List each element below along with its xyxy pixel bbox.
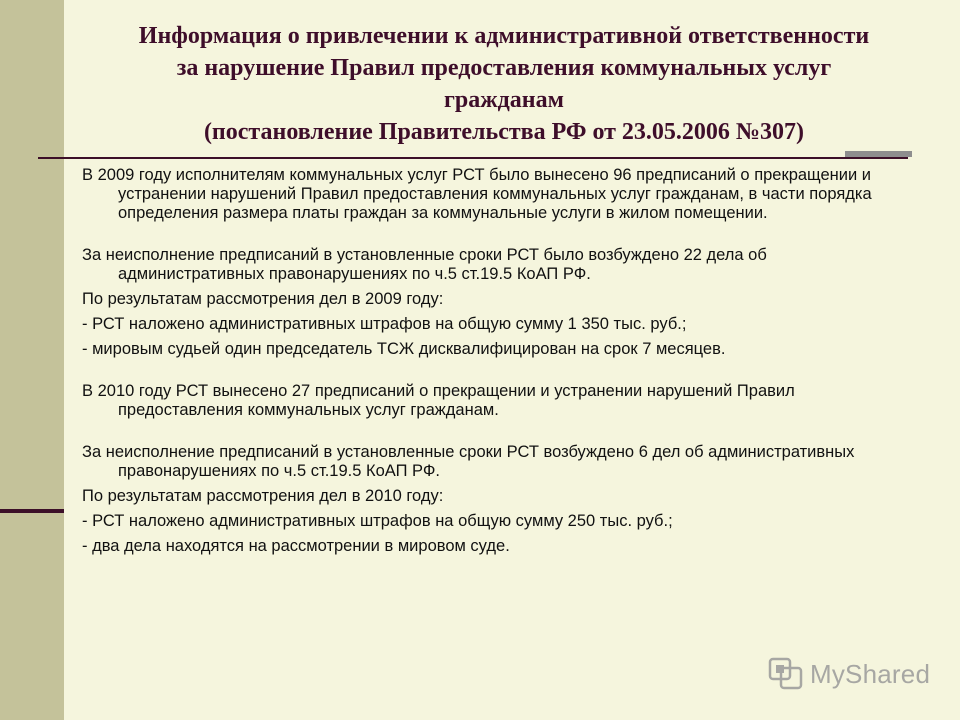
paragraph-2009-cases: За неисполнение предписаний в установленные сроки РСТ было возбуждено 22 дела об административных правонарушениях по ч.5 ст.19.5 КоАП РФ. — [82, 246, 767, 283]
page-title — [64, 20, 944, 148]
side-band — [0, 0, 64, 720]
title-underline — [38, 157, 908, 159]
paragraph-2009-orders: В 2009 году исполнителям коммунальных услуг РСТ было вынесено 96 предписаний о прекращении и устранении нарушений Правил предоставления коммунальных услуг гражданам, в части порядка определения размера платы граждан за коммунальные услуги в жилом помещении. — [82, 166, 872, 222]
watermark — [768, 656, 930, 692]
paragraph-2009-results-heading: По результатам рассмотрения дел в 2009 году: — [82, 290, 444, 308]
paragraph-2010-orders: В 2010 году РСТ вынесено 27 предписаний о прекращении и устранении нарушений Правил предоставления коммунальных услуг гражданам. — [82, 382, 795, 419]
side-accent-bar — [0, 509, 64, 513]
title-line-3: гражданам — [444, 87, 564, 113]
title-line-1: Информация о привлечении к административной ответственности — [138, 23, 870, 49]
myshared-logo-icon — [768, 657, 804, 691]
paragraph-2009-disqualification: - мировым судьей один председатель ТСЖ дисквалифицирован на срок 7 месяцев. — [82, 340, 726, 358]
title-line-2: за нарушение Правил предоставления коммунальных услуг — [176, 55, 832, 81]
paragraph-2010-results-heading: По результатам рассмотрения дел в 2010 году: — [82, 487, 444, 505]
title-line-4: (постановление Правительства РФ от 23.05.2006 №307) — [203, 119, 805, 145]
paragraph-2009-fines: - РСТ наложено административных штрафов на общую сумму 1 350 тыс. руб.; — [82, 315, 687, 333]
paragraph-2010-court: - два дела находятся на рассмотрении в мировом суде. — [82, 537, 510, 555]
paragraph-2010-fines: - РСТ наложено административных штрафов на общую сумму 250 тыс. руб.; — [82, 512, 673, 530]
paragraph-2010-cases: За неисполнение предписаний в установленные сроки РСТ возбуждено 6 дел об административных правонарушениях по ч.5 ст.19.5 КоАП РФ. — [82, 443, 855, 480]
watermark-text: MyShared — [810, 658, 931, 689]
body-text — [82, 166, 912, 562]
